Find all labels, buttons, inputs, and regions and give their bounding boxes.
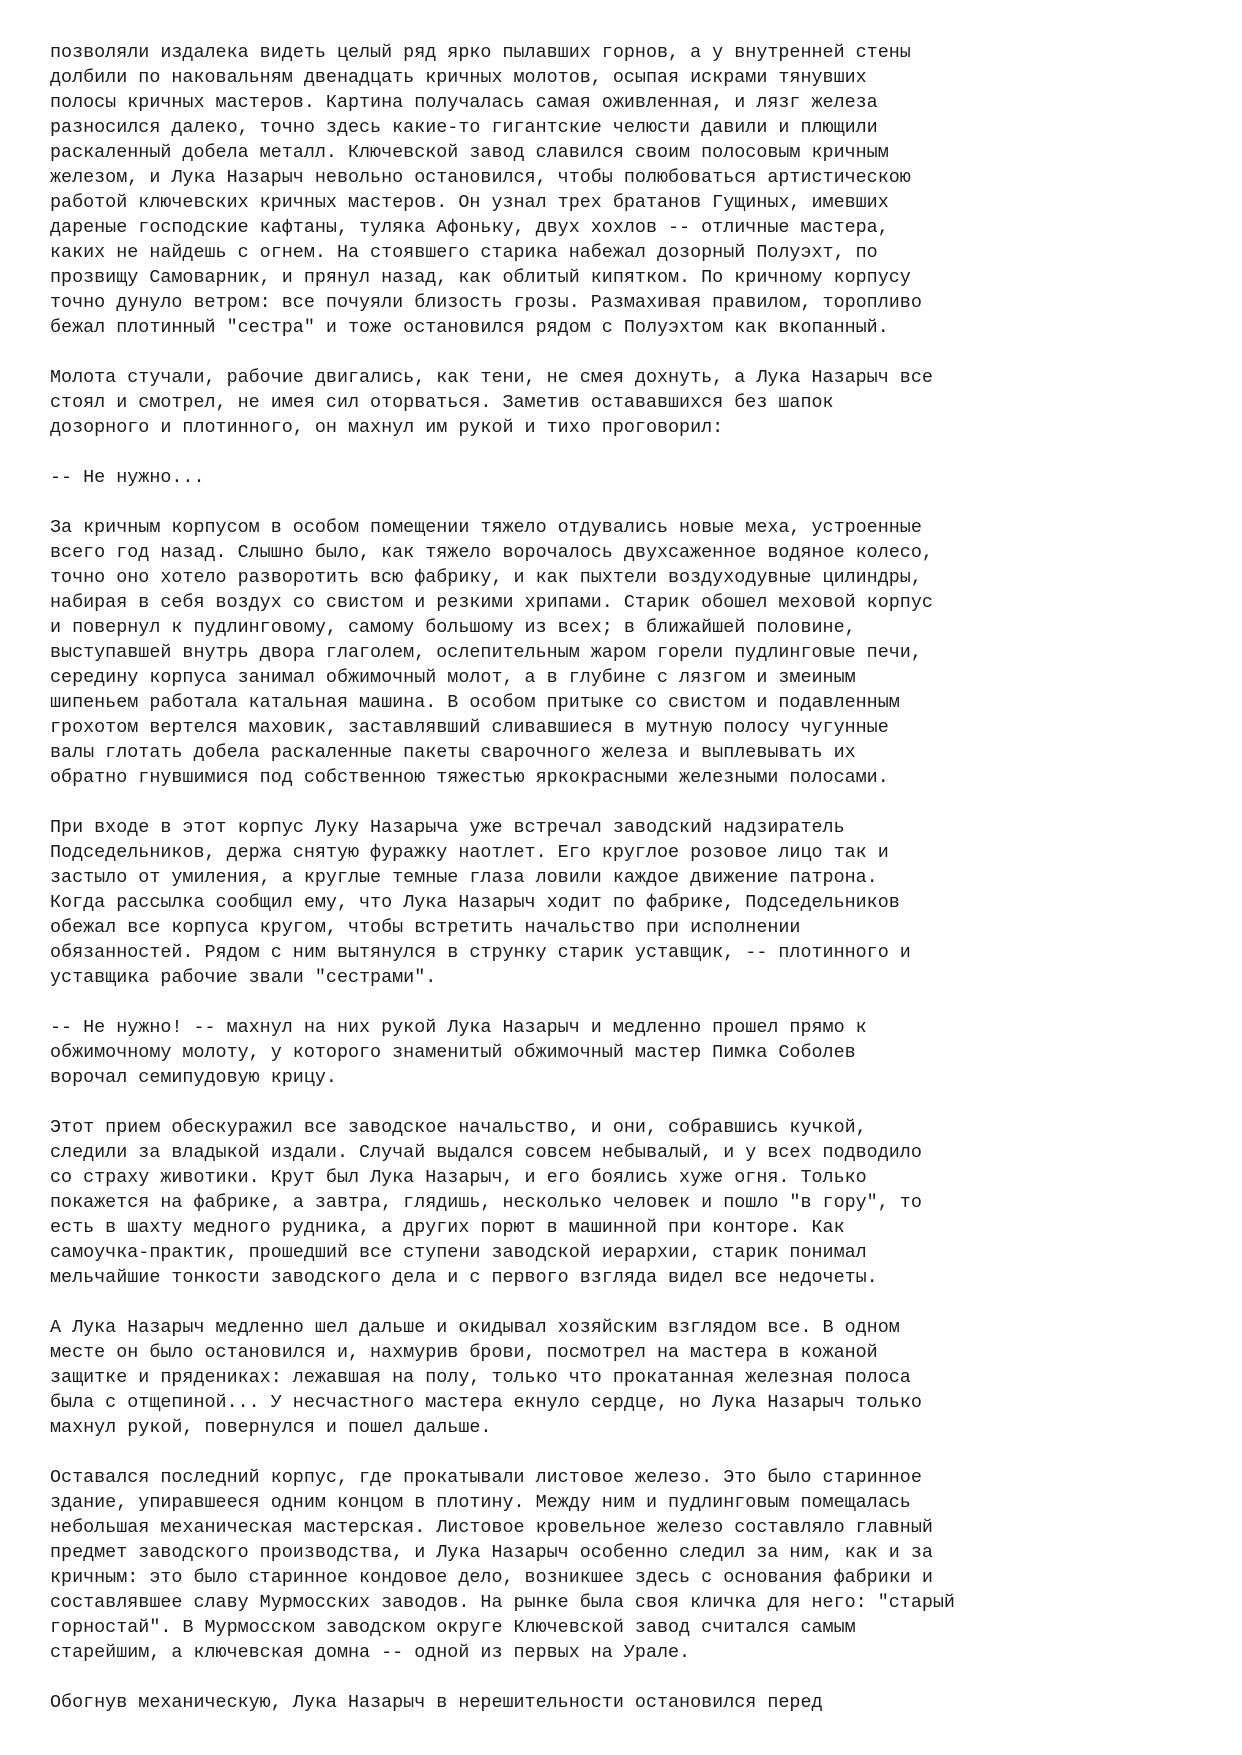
paragraph <box>50 1015 1220 1090</box>
paragraph-gap <box>50 440 1220 465</box>
text-line: обязанностей. Рядом с ним вытянулся в струнку старик уставщик, -- плотинного и <box>50 942 911 963</box>
text-line: точно дунуло ветром: все почуяли близость грозы. Размахивая правилом, торопливо <box>50 292 922 313</box>
text-line: защитке и прядениках: лежавшая на полу, только что прокатанная железная полоса <box>50 1367 911 1388</box>
text-line: есть в шахту медного рудника, а других порют в машинной при конторе. Как <box>50 1217 845 1238</box>
text-line: -- Не нужно! -- махнул на них рукой Лука Назарыч и медленно прошел прямо к <box>50 1017 867 1038</box>
paragraph-gap <box>50 340 1220 365</box>
text-line: дозорного и плотинного, он махнул им рукой и тихо проговорил: <box>50 417 724 438</box>
text-line: со страху животики. Крут был Лука Назарыч, и его боялись хуже огня. Только <box>50 1167 867 1188</box>
text-line: бежал плотинный "сестра" и тоже остановился рядом с Полуэхтом как вкопанный. <box>50 317 889 338</box>
text-line: каких не найдешь с огнем. На стоявшего старика набежал дозорный Полуэхт, по <box>50 242 878 263</box>
text-line: покажется на фабрике, а завтра, глядишь, несколько человек и пошло "в гору", то <box>50 1192 922 1213</box>
paragraph <box>50 515 1220 790</box>
text-line: горностай". В Мурмосском заводском округе Ключевской завод считался самым <box>50 1617 856 1638</box>
paragraph <box>50 815 1220 990</box>
paragraph <box>50 1315 1220 1440</box>
paragraph <box>50 465 1220 490</box>
text-line: разносился далеко, точно здесь какие-то гигантские челюсти давили и плющили <box>50 117 878 138</box>
text-line: валы глотать добела раскаленные пакеты сварочного железа и выплевывать их <box>50 742 856 763</box>
paragraph <box>50 40 1220 340</box>
paragraph-gap <box>50 790 1220 815</box>
text-line: мельчайшие тонкости заводского дела и с первого взгляда видел все недочеты. <box>50 1267 878 1288</box>
text-line: Этот прием обескуражил все заводское начальство, и они, собравшись кучкой, <box>50 1117 867 1138</box>
text-line: шипеньем работала катальная машина. В особом притыке со свистом и подавленным <box>50 692 900 713</box>
text-line: работой ключевских кричных мастеров. Он узнал трех братанов Гущиных, имевших <box>50 192 889 213</box>
text-line: составлявшее славу Мурмосских заводов. На рынке была своя кличка для него: "старый <box>50 1592 955 1613</box>
text-line: точно оно хотело разворотить всю фабрику, и как пыхтели воздуходувные цилиндры, <box>50 567 922 588</box>
text-line: обежал все корпуса кругом, чтобы встретить начальство при исполнении <box>50 917 801 938</box>
text-line: А Лука Назарыч медленно шел дальше и окидывал хозяйским взглядом все. В одном <box>50 1317 900 1338</box>
text-line: обратно гнувшимися под собственною тяжестью яркокрасными железными полосами. <box>50 767 889 788</box>
paragraph-gap <box>50 1440 1220 1465</box>
text-line: следили за владыкой издали. Случай выдался совсем небывалый, и у всех подводило <box>50 1142 922 1163</box>
text-line: дареные господские кафтаны, туляка Афоньку, двух хохлов -- отличные мастера, <box>50 217 889 238</box>
text-line: предмет заводского производства, и Лука Назарыч особенно следил за ним, как и за <box>50 1542 933 1563</box>
paragraph <box>50 1690 1220 1715</box>
text-line: раскаленный добела металл. Ключевской завод славился своим полосовым кричным <box>50 142 889 163</box>
document-page <box>50 40 1220 1715</box>
text-line: железом, и Лука Назарыч невольно остановился, чтобы полюбоваться артистическою <box>50 167 911 188</box>
text-line: старейшим, а ключевская домна -- одной из первых на Урале. <box>50 1642 691 1663</box>
text-line: набирая в себя воздух со свистом и резкими хрипами. Старик обошел меховой корпус <box>50 592 933 613</box>
text-line: Обогнув механическую, Лука Назарыч в нерешительности остановился перед <box>50 1692 823 1713</box>
text-line: ворочал семипудовую крицу. <box>50 1067 337 1088</box>
text-line: грохотом вертелся маховик, заставлявший сливавшиеся в мутную полосу чугунные <box>50 717 889 738</box>
text-line: застыло от умиления, а круглые темные глаза ловили каждое движение патрона. <box>50 867 878 888</box>
text-line: выступавшей внутрь двора глаголем, ослепительным жаром горели пудлинговые печи, <box>50 642 922 663</box>
text-line: обжимочному молоту, у которого знаменитый обжимочный мастер Пимка Соболев <box>50 1042 856 1063</box>
paragraph-gap <box>50 990 1220 1015</box>
text-line: середину корпуса занимал обжимочный молот, а в глубине с лязгом и змеиным <box>50 667 856 688</box>
text-line: При входе в этот корпус Луку Назарыча уже встречал заводский надзиратель <box>50 817 845 838</box>
text-line: уставщика рабочие звали "сестрами". <box>50 967 437 988</box>
paragraph-gap <box>50 1090 1220 1115</box>
text-line: -- Не нужно... <box>50 467 205 488</box>
paragraph <box>50 365 1220 440</box>
text-line: месте он было остановился и, нахмурив брови, посмотрел на мастера в кожаной <box>50 1342 878 1363</box>
text-line: Молота стучали, рабочие двигались, как тени, не смея дохнуть, а Лука Назарыч все <box>50 367 933 388</box>
text-line: Оставался последний корпус, где прокатывали листовое железо. Это было старинное <box>50 1467 922 1488</box>
paragraph <box>50 1115 1220 1290</box>
text-line: махнул рукой, повернулся и пошел дальше. <box>50 1417 492 1438</box>
text-line: долбили по наковальням двенадцать кричных молотов, осыпая искрами тянувших <box>50 67 867 88</box>
text-line: кричным: это было старинное кондовое дело, возникшее здесь с основания фабрики и <box>50 1567 933 1588</box>
paragraph-gap <box>50 1290 1220 1315</box>
text-line: полосы кричных мастеров. Картина получалась самая оживленная, и лязг железа <box>50 92 878 113</box>
text-line: была с отщепиной... У несчастного мастера екнуло сердце, но Лука Назарыч только <box>50 1392 922 1413</box>
text-line: Подседельников, держа снятую фуражку наотлет. Его круглое розовое лицо так и <box>50 842 889 863</box>
text-line: всего год назад. Слышно было, как тяжело ворочалось двухсаженное водяное колесо, <box>50 542 933 563</box>
paragraph-gap <box>50 1665 1220 1690</box>
text-line: стоял и смотрел, не имея сил оторваться. Заметив остававшихся без шапок <box>50 392 834 413</box>
text-line: самоучка-практик, прошедший все ступени заводской иерархии, старик понимал <box>50 1242 867 1263</box>
text-line: позволяли издалека видеть целый ряд ярко пылавших горнов, а у внутренней стены <box>50 42 911 63</box>
paragraph-gap <box>50 490 1220 515</box>
text-line: прозвищу Самоварник, и прянул назад, как облитый кипятком. По кричному корпусу <box>50 267 911 288</box>
text-line: небольшая механическая мастерская. Листовое кровельное железо составляло главный <box>50 1517 933 1538</box>
text-line: За кричным корпусом в особом помещении тяжело отдувались новые меха, устроенные <box>50 517 922 538</box>
paragraph <box>50 1465 1220 1665</box>
text-line: здание, упиравшееся одним концом в плотину. Между ним и пудлинговым помещалась <box>50 1492 911 1513</box>
text-line: Когда рассылка сообщил ему, что Лука Назарыч ходит по фабрике, Подседельников <box>50 892 900 913</box>
text-line: и повернул к пудлинговому, самому большому из всех; в ближайшей половине, <box>50 617 856 638</box>
